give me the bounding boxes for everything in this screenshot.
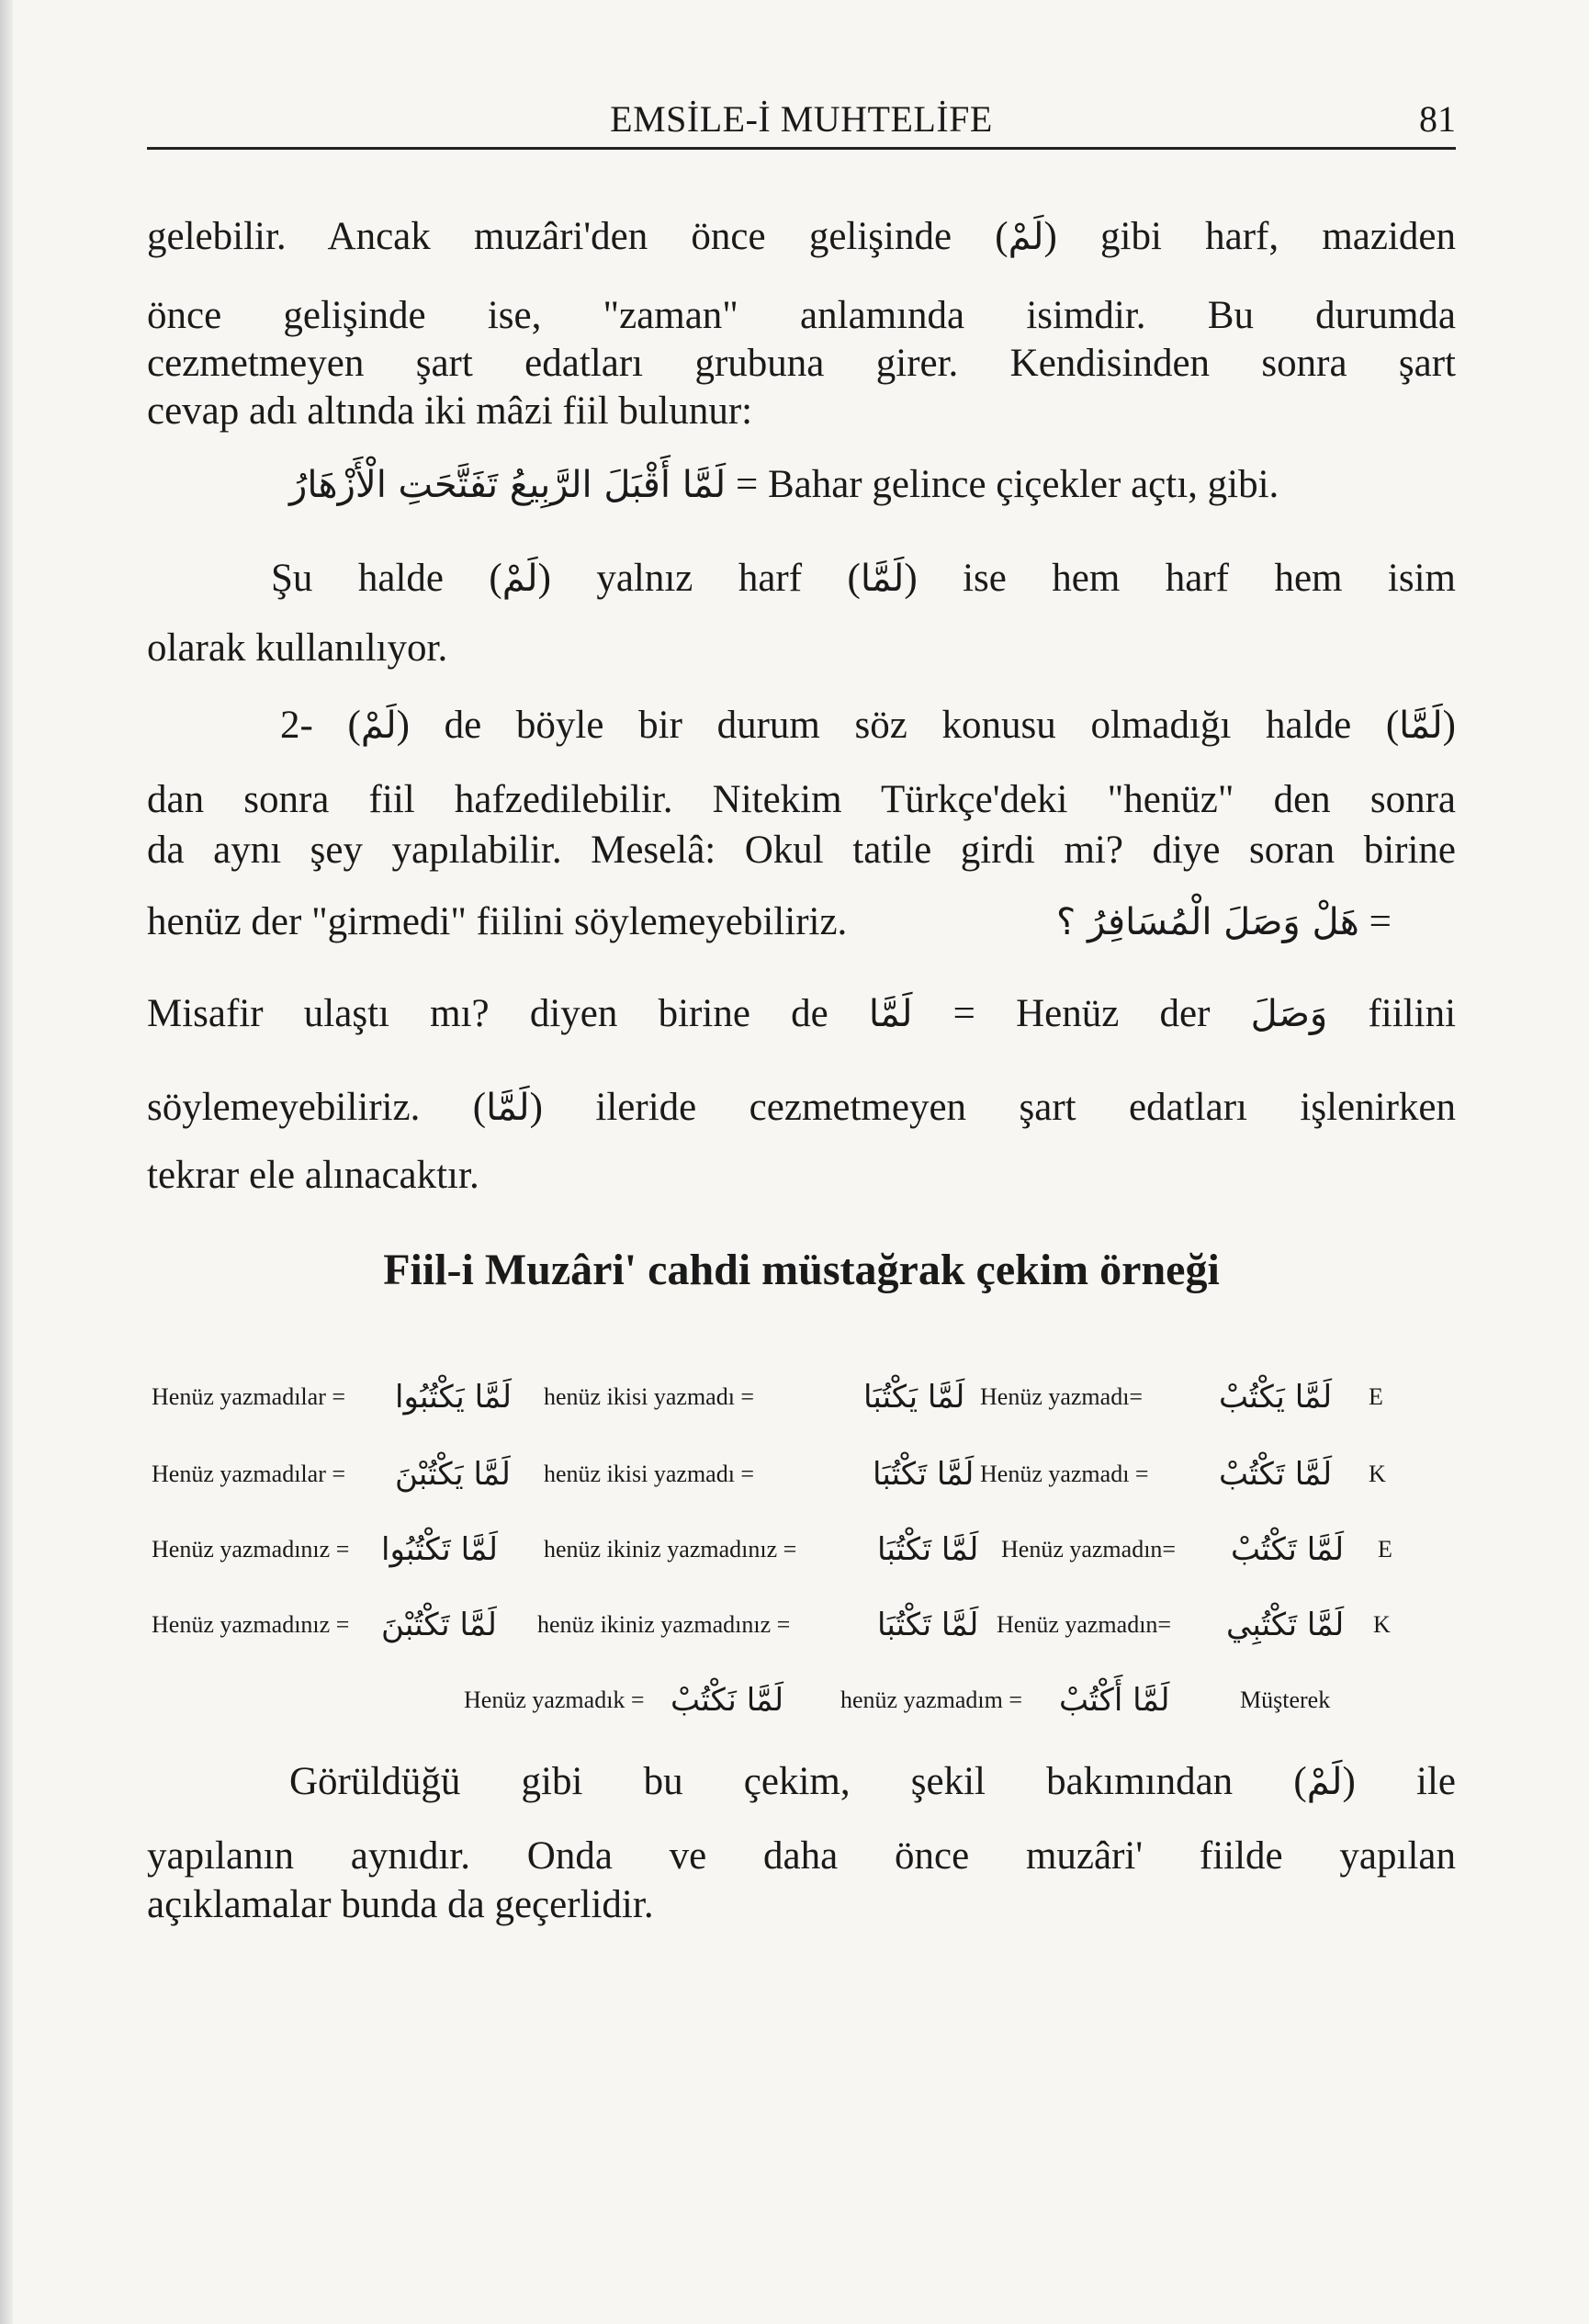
para4-line1: Görüldüğü gibi bu çekim, şekil bakımından (لَمْ) ile: [289, 1760, 1456, 1803]
para3-line2: dan sonra fiil hafzedilebilir. Nitekim Türkçe'deki "henüz" den sonra: [147, 778, 1456, 821]
section-heading: Fiil-i Muzâri' cahdi müstağrak çekim örneği: [383, 1246, 1220, 1294]
running-title: EMSİLE-İ MUHTELİFE: [610, 98, 993, 140]
example-sentence: لَمَّا أَقْبَلَ الرَّبِيعُ تَفَتَّحَتِ الْأَزْهَارُ = Bahar gelince çiçekler açtı, gibi.: [289, 463, 1279, 506]
para3-line3: da aynı şey yapılabilir. Meselâ: Okul tatile girdi mi? diye soran birine: [147, 829, 1456, 872]
para3-line4: henüz der "girmedi" fiilini söylemeyebiliriz.: [147, 900, 848, 943]
arabic-lem: لَمْ: [1008, 216, 1044, 258]
page-header: [147, 92, 1456, 156]
header-rule: [147, 147, 1456, 150]
para1-line3: cezmetmeyen şart edatları grubuna girer. Kendisinden sonra şart: [147, 342, 1456, 385]
para1-line1: gelebilir. Ancak muzâri'den önce gelişinde (لَمْ) gibi harf, maziden: [147, 215, 1456, 258]
para4-line3: açıklamalar bunda da geçerlidir.: [147, 1883, 654, 1926]
page-spine-shadow: [0, 0, 13, 2324]
para2-line1: Şu halde (لَمْ) yalnız harf (لَمَّا) ise hem harf hem isim: [271, 557, 1456, 600]
page-number: 81: [1419, 98, 1456, 140]
para3-line4-arabic: هَلْ وَصَلَ الْمُسَافِرُ ؟ =: [1056, 900, 1392, 943]
para3-line7: tekrar ele alınacaktır.: [147, 1154, 479, 1197]
para2-line2: olarak kullanılıyor.: [147, 626, 448, 670]
para3-line1: 2- (لَمْ) de böyle bir durum söz konusu olmadığı halde (لَمَّا): [280, 704, 1456, 747]
para1-line2: önce gelişinde ise, "zaman" anlamında isimdir. Bu durumda: [147, 294, 1456, 337]
arabic-example: لَمَّا أَقْبَلَ الرَّبِيعُ تَفَتَّحَتِ الْأَزْهَارُ: [289, 464, 727, 506]
para4-line2: yapılanın aynıdır. Onda ve daha önce muzâri' fiilde yapılan: [147, 1834, 1456, 1878]
para3-line5: Misafir ulaştı mı? diyen birine de لَمَّا = Henüz der وَصَلَ fiilini: [147, 992, 1457, 1035]
para1-line4: cevap adı altında iki mâzi fiil bulunur:: [147, 389, 753, 433]
para3-line6: söylemeyebiliriz. (لَمَّا) ileride cezmetmeyen şart edatları işlenirken: [147, 1086, 1456, 1129]
